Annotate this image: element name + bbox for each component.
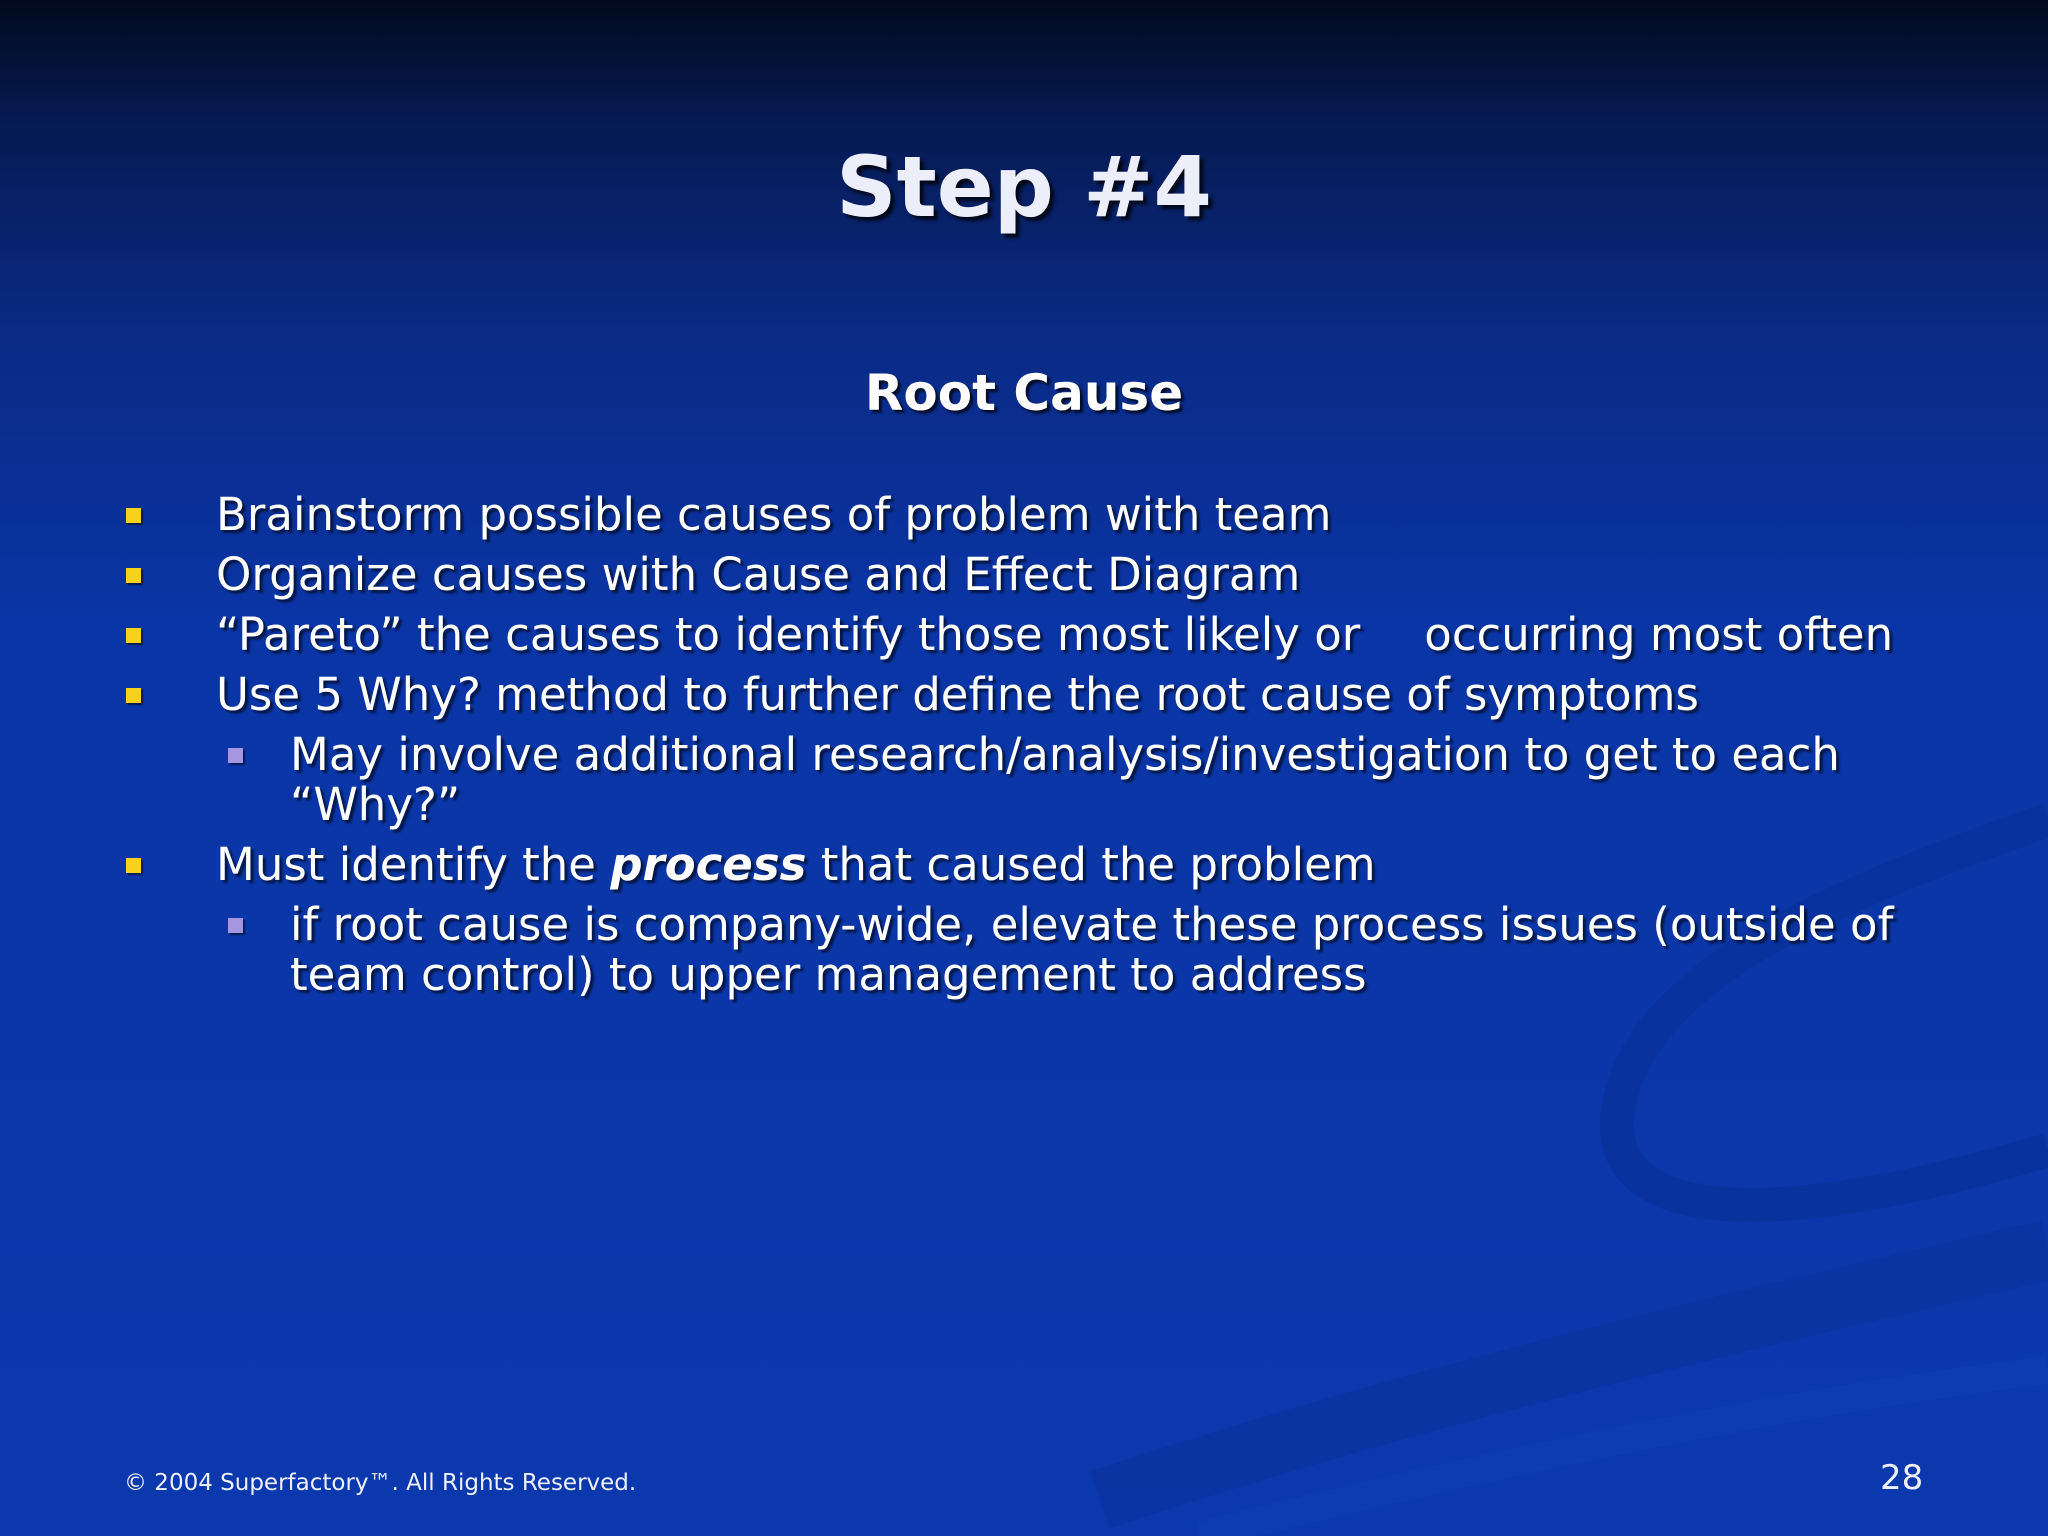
sub-bullet-text-line: team control) to upper management to address (290, 948, 1367, 1001)
square-sub-bullet-icon (228, 918, 243, 933)
square-bullet-icon (126, 688, 141, 703)
bullet-item (0, 550, 2048, 600)
sub-bullet-text-line: May involve additional research/analysis/investigation to get to each (290, 728, 1840, 781)
square-bullet-icon (126, 568, 141, 583)
slide-subtitle: Root Cause (864, 364, 1184, 422)
bullet-text: Brainstorm possible causes of problem with team (216, 488, 1332, 541)
bullet-text: Use 5 Why? method to further define the root cause of symptoms (216, 668, 1699, 721)
bullet-item (0, 610, 2048, 660)
sub-bullet-text-line: “Why?” (290, 778, 461, 831)
square-bullet-icon (126, 628, 141, 643)
bullet-item (0, 840, 2048, 890)
square-sub-bullet-icon (228, 748, 243, 763)
bullet-text-part: occurring most often (1424, 608, 1894, 661)
bullet-item (0, 670, 2048, 720)
bullet-text-part: Must identify the (216, 838, 611, 891)
copyright-footer: © 2004 Superfactory™. All Rights Reserved. (124, 1470, 637, 1496)
sub-bullet-text-line: if root cause is company-wide, elevate these process issues (outside of (290, 898, 1894, 951)
sub-bullet-item (0, 730, 2048, 830)
bullet-emphasis: process (610, 838, 807, 891)
bullet-text-part: that caused the problem (806, 838, 1376, 891)
bullet-item (0, 490, 2048, 540)
bullet-text: Organize causes with Cause and Effect Diagram (216, 548, 1301, 601)
slide-title: Step #4 (836, 138, 1212, 236)
bullet-text-part: “Pareto” the causes to identify those most likely or (216, 608, 1361, 661)
square-bullet-icon (126, 508, 141, 523)
sub-bullet-item (0, 900, 2048, 1000)
bullet-list (0, 490, 2048, 1010)
square-bullet-icon (126, 858, 141, 873)
page-number: 28 (1880, 1458, 1924, 1498)
